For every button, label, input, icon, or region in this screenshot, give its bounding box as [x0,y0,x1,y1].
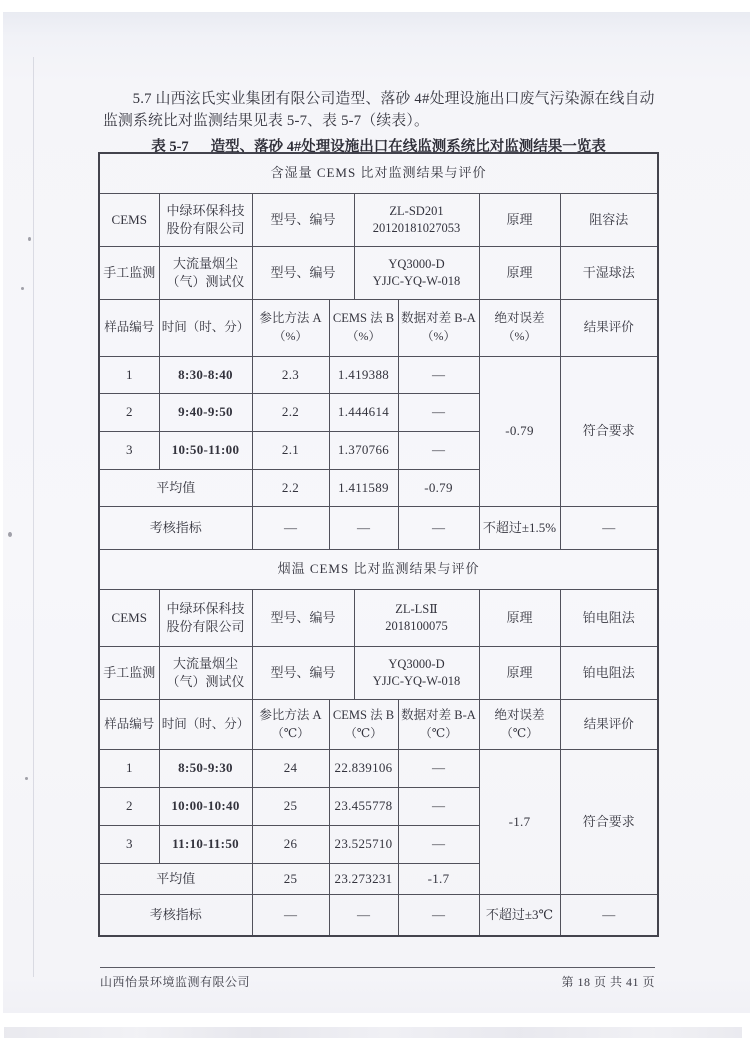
model-line: YQ3000-D [388,256,445,271]
assessment-limit-cell: 不超过±1.5% [479,506,560,549]
page-footer [100,973,655,990]
serial-line: 20120181027053 [372,220,461,235]
footer-company-name: 山西怡景环境监测有限公司 [100,975,251,989]
average-label-cell: 平均值 [99,863,252,894]
footer-page-number: 第 18 页 共 41 页 [561,975,655,989]
cems-value-cell: 23.525710 [329,825,398,863]
col-abs-error [479,299,560,356]
comparison-results-table [98,152,659,937]
serial-line: YJJC-YQ-W-018 [372,273,461,288]
assessment-ref-cell: — [252,894,329,936]
col-label: 绝对误差 [494,707,545,722]
model-value-cell [354,193,479,246]
col-label: 参比方法 A [259,707,322,722]
evaluation-merged-cell: 符合要求 [560,356,658,506]
col-unit: （℃） [344,725,383,740]
cems-value-cell: 1.444614 [329,393,398,431]
time-cell: 11:10-11:50 [159,825,252,863]
average-cems-cell: 23.273231 [329,863,398,894]
col-data-diff [398,699,479,749]
col-data-diff [398,299,479,356]
sample-no-cell: 3 [99,431,159,469]
footer-divider [100,967,655,968]
model-label-cell: 型号、编号 [252,193,354,246]
principle-label-cell: 原理 [479,646,560,699]
ref-value-cell: 2.1 [252,431,329,469]
col-sample-no: 样品编号 [99,299,159,356]
col-label: 绝对误差 [494,311,545,326]
vendor-cell: 大流量烟尘（气）测试仪 [159,246,252,299]
cems-value-cell: 23.455778 [329,787,398,825]
sample-no-cell: 2 [99,393,159,431]
model-label-cell: 型号、编号 [252,589,354,646]
section-title-row-temperature [99,549,658,589]
col-unit: （℃） [271,725,310,740]
ref-value-cell: 25 [252,787,329,825]
time-cell: 8:50-9:30 [159,749,252,787]
assessment-label-cell: 考核指标 [99,894,252,936]
section-title-temperature: 烟温 CEMS 比对监测结果与评价 [99,549,658,589]
model-value-cell [354,646,479,699]
abs-error-merged-cell: -1.7 [479,749,560,894]
vendor-cell: 大流量烟尘（气）测试仪 [159,646,252,699]
model-value-cell [354,246,479,299]
diff-value-cell: — [398,825,479,863]
role-cell: CEMS [99,589,159,646]
intro-paragraph: 5.7 山西泫氏实业集团有限公司造型、落砂 4#处理设施出口废气污染源在线自动监测系统比对监测结果见表 5-7、表 5-7（续表）。 [103,91,655,129]
col-time: 时间（时、分） [159,299,252,356]
assessment-diff-cell: — [398,894,479,936]
col-cems-method [329,299,398,356]
equipment-row-cems [99,193,658,246]
model-line: YQ3000-D [388,656,445,671]
principle-label-cell: 原理 [479,589,560,646]
col-time: 时间（时、分） [159,699,252,749]
average-diff-cell: -1.7 [398,863,479,894]
assessment-ref-cell: — [252,506,329,549]
col-label: CEMS 法 B [332,707,395,722]
scan-speck [28,237,31,241]
average-ref-cell: 2.2 [252,469,329,506]
vendor-cell: 中绿环保科技股份有限公司 [159,589,252,646]
time-cell: 10:00-10:40 [159,787,252,825]
abs-error-merged-cell: -0.79 [479,356,560,506]
principle-value-cell: 阻容法 [560,193,658,246]
scan-speck [25,777,28,780]
role-cell: CEMS [99,193,159,246]
serial-line: 2018100075 [385,618,448,633]
section-title-humidity: 含湿量 CEMS 比对监测结果与评价 [99,153,658,193]
assessment-diff-cell: — [398,506,479,549]
equipment-row-manual [99,246,658,299]
equipment-row-cems [99,589,658,646]
col-unit: （%） [421,329,456,344]
cems-value-cell: 1.370766 [329,431,398,469]
col-result-eval: 结果评价 [560,699,658,749]
col-sample-no: 样品编号 [99,699,159,749]
average-label-cell: 平均值 [99,469,252,506]
principle-value-cell: 铂电阻法 [560,589,658,646]
time-cell: 8:30-8:40 [159,356,252,393]
sample-no-cell: 3 [99,825,159,863]
cems-value-cell: 22.839106 [329,749,398,787]
cems-value-cell: 1.419388 [329,356,398,393]
col-ref-method [252,299,329,356]
diff-value-cell: — [398,749,479,787]
ref-value-cell: 2.2 [252,393,329,431]
col-unit: （%） [346,329,381,344]
assessment-cems-cell: — [329,506,398,549]
model-value-cell [354,589,479,646]
col-label: 参比方法 A [259,311,322,326]
principle-label-cell: 原理 [479,193,560,246]
scan-speck [8,532,12,537]
scan-speck [21,287,24,290]
evaluation-merged-cell: 符合要求 [560,749,658,894]
sample-no-cell: 1 [99,749,159,787]
principle-label-cell: 原理 [479,246,560,299]
assessment-eval-cell: — [560,894,658,936]
principle-value-cell: 干湿球法 [560,246,658,299]
column-header-row [99,699,658,749]
data-row [99,356,658,393]
role-cell: 手工监测 [99,246,159,299]
col-ref-method [252,699,329,749]
model-label-cell: 型号、编号 [252,646,354,699]
col-unit: （℃） [419,725,458,740]
scan-artifact-band [4,1027,742,1038]
average-cems-cell: 1.411589 [329,469,398,506]
col-label: 数据对差 B-A [401,707,476,722]
time-cell: 9:40-9:50 [159,393,252,431]
equipment-row-manual [99,646,658,699]
diff-value-cell: — [398,356,479,393]
col-abs-error [479,699,560,749]
assessment-row [99,894,658,936]
diff-value-cell: — [398,431,479,469]
col-unit: （%） [502,329,537,344]
ref-value-cell: 24 [252,749,329,787]
vendor-cell: 中绿环保科技股份有限公司 [159,193,252,246]
sample-no-cell: 2 [99,787,159,825]
diff-value-cell: — [398,393,479,431]
col-unit: （℃） [500,725,539,740]
model-line: ZL-LSⅡ [395,601,438,616]
average-diff-cell: -0.79 [398,469,479,506]
column-header-row [99,299,658,356]
col-cems-method [329,699,398,749]
col-label: CEMS 法 B [332,311,395,326]
assessment-limit-cell: 不超过±3℃ [479,894,560,936]
assessment-label-cell: 考核指标 [99,506,252,549]
principle-value-cell: 铂电阻法 [560,646,658,699]
page-crease-line [33,57,34,977]
col-result-eval: 结果评价 [560,299,658,356]
col-unit: （%） [273,329,308,344]
diff-value-cell: — [398,787,479,825]
average-ref-cell: 25 [252,863,329,894]
model-line: ZL-SD201 [389,203,444,218]
role-cell: 手工监测 [99,646,159,699]
time-cell: 10:50-11:00 [159,431,252,469]
assessment-cems-cell: — [329,894,398,936]
serial-line: YJJC-YQ-W-018 [372,673,461,688]
data-row [99,749,658,787]
table-caption-title: 造型、落砂 4#处理设施出口在线监测系统比对监测结果一览表 [210,139,606,155]
model-label-cell: 型号、编号 [252,246,354,299]
assessment-eval-cell: — [560,506,658,549]
section-title-row-humidity [99,153,658,193]
scan-page-background [3,12,750,1013]
ref-value-cell: 2.3 [252,356,329,393]
sample-no-cell: 1 [99,356,159,393]
table-caption-number: 表 5-7 [151,139,189,155]
col-label: 数据对差 B-A [401,311,476,326]
ref-value-cell: 26 [252,825,329,863]
assessment-row [99,506,658,549]
